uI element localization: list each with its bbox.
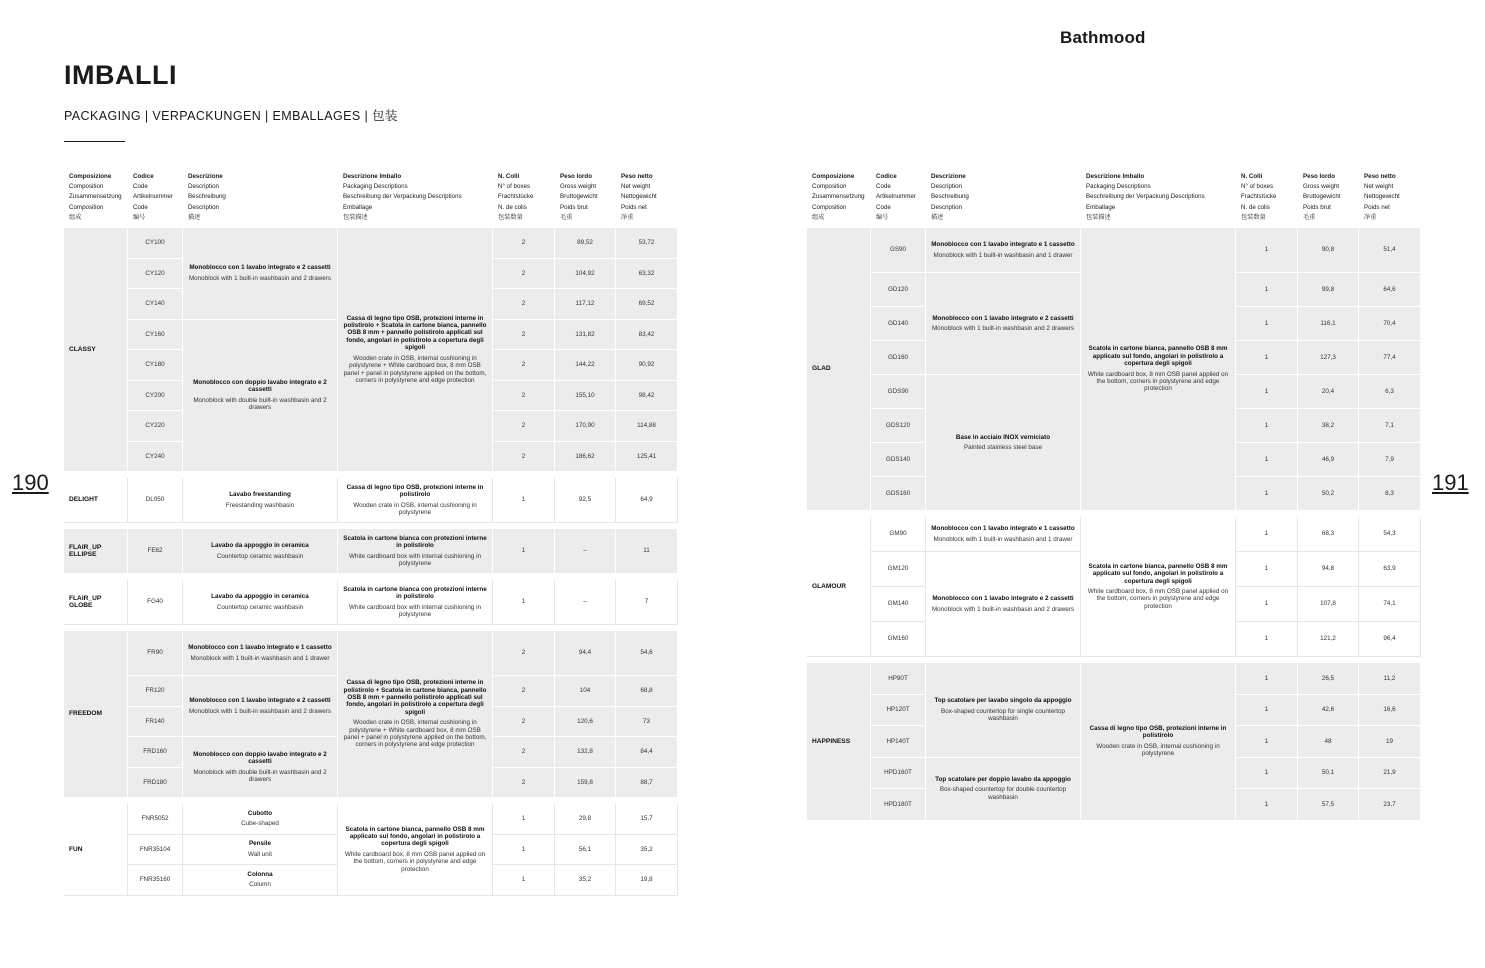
net-cell: 15,7 — [616, 804, 678, 835]
header-net-weight: Peso netto Net weight Nettogewicht Poids net 净重 — [621, 173, 657, 221]
description-cell: Top scatolare per doppio lavabo da appoggio Box-shaped countertop for double countertop washbasin — [926, 758, 1081, 821]
code-cell: FNR35160 — [128, 865, 183, 896]
net-cell: 7,1 — [1359, 409, 1421, 443]
gross-cell: 170,90 — [555, 411, 616, 442]
description-cell: Monoblocco con doppio lavabo integrato e 2 cassetti Monoblock with double built-in washbasin and 2 drawers — [183, 737, 338, 798]
gross-cell: 132,8 — [555, 737, 616, 768]
code-cell: GD140 — [871, 307, 926, 341]
description-cell: Pensile Wall unit — [183, 835, 338, 866]
net-cell: 19,8 — [616, 865, 678, 896]
code-cell: FE62 — [128, 529, 183, 574]
boxes-cell: 1 — [1236, 587, 1298, 622]
code-cell: FRD180 — [128, 768, 183, 799]
net-cell: 11 — [616, 529, 678, 574]
net-cell: 7 — [616, 580, 678, 625]
gross-cell: 120,6 — [555, 707, 616, 738]
boxes-cell: 1 — [493, 835, 555, 866]
boxes-cell: 1 — [1236, 307, 1298, 341]
net-cell: 63,9 — [1359, 552, 1421, 587]
net-cell: 88,7 — [616, 768, 678, 799]
boxes-cell: 2 — [493, 228, 555, 259]
boxes-cell: 1 — [493, 478, 555, 523]
header-net-weight: Peso netto Net weight Nettogewicht Poids net 净重 — [1364, 173, 1400, 221]
gross-cell: 48 — [1298, 726, 1359, 758]
code-cell: GM160 — [871, 622, 926, 657]
code-cell: HP120T — [871, 695, 926, 727]
code-cell: FR140 — [128, 707, 183, 738]
net-cell: 84,4 — [616, 737, 678, 768]
family-name: FUN — [64, 804, 128, 896]
family-name: FREEDOM — [64, 631, 128, 798]
description-cell: Colonna Column — [183, 865, 338, 896]
family-name: FLAIR_UP GLOBE — [64, 580, 128, 625]
header-gross-weight: Peso lordo Gross weight Bruttogewicht Poids brut 毛重 — [1303, 173, 1341, 221]
gross-cell: 92,5 — [555, 478, 616, 523]
table-row — [64, 478, 678, 523]
table-row — [807, 663, 1421, 695]
gross-cell: 104,92 — [555, 259, 616, 290]
code-cell: GM90 — [871, 517, 926, 552]
code-cell: GDS90 — [871, 375, 926, 409]
description-cell: Monoblocco con 1 lavabo integrato e 1 cassetto Monoblock with 1 built-in washbasin and 1 drawer — [183, 631, 338, 676]
net-cell: 98,42 — [616, 381, 678, 412]
packaging-cell: Cassa di legno tipo OSB, protezioni interne in polistirolo Wooden crate in OSB, internal cushioning in polystyrene — [1081, 663, 1236, 821]
boxes-cell: 1 — [1236, 517, 1298, 552]
table-header — [807, 172, 1421, 228]
code-cell: CY140 — [128, 289, 183, 320]
boxes-cell: 2 — [493, 350, 555, 381]
boxes-cell: 2 — [493, 768, 555, 799]
code-cell: GDS140 — [871, 443, 926, 477]
gross-cell: 94,4 — [555, 631, 616, 676]
description-cell: Lavabo da appoggio in ceramica Countertop ceramic washbasin — [183, 580, 338, 625]
gross-cell: 186,62 — [555, 442, 616, 473]
boxes-cell: 1 — [1236, 663, 1298, 695]
gross-cell: 29,8 — [555, 804, 616, 835]
packaging-table-left — [64, 172, 678, 896]
net-cell: 83,42 — [616, 320, 678, 351]
gross-cell: 89,52 — [555, 228, 616, 259]
gross-cell: 50,2 — [1298, 477, 1359, 511]
net-cell: 63,32 — [616, 259, 678, 290]
code-cell: GDS120 — [871, 409, 926, 443]
description-cell: Top scatolare per lavabo singolo da appoggio Box-shaped countertop for single countertop washbasin — [926, 663, 1081, 758]
code-cell: GM120 — [871, 552, 926, 587]
code-cell: FR120 — [128, 676, 183, 707]
gross-cell: 131,82 — [555, 320, 616, 351]
header-packaging: Descrizione Imballo Packaging Descriptions Beschreibung der Verpackung Descriptions Emballage 包装描述 — [343, 173, 462, 221]
boxes-cell: 1 — [1236, 375, 1298, 409]
gross-cell: 144,22 — [555, 350, 616, 381]
boxes-cell: 1 — [1236, 726, 1298, 758]
header-composition: Composizione Composition Zusammensetzung Composition 组成 — [69, 173, 122, 221]
gross-cell: 38,2 — [1298, 409, 1359, 443]
net-cell: 64,6 — [1359, 273, 1421, 307]
description-cell: Monoblocco con 1 lavabo integrato e 2 cassetti Monoblock with 1 built-in washbasin and 2 drawers — [183, 676, 338, 737]
gross-cell: 117,12 — [555, 289, 616, 320]
boxes-cell: 2 — [493, 442, 555, 473]
net-cell: 77,4 — [1359, 341, 1421, 375]
table-header — [64, 172, 678, 228]
packaging-cell: Scatola in cartone bianca, pannello OSB 8 mm applicato sul fondo, angolari in polistirolo a copertura degli spigoli White cardboard box, 8 mm OSB panel applied on the bottom, corners in polystyrene and edge protection — [1081, 228, 1236, 511]
gross-cell: 159,8 — [555, 768, 616, 799]
boxes-cell: 1 — [1236, 622, 1298, 657]
boxes-cell: 2 — [493, 707, 555, 738]
boxes-cell: 1 — [1236, 477, 1298, 511]
description-cell: Monoblocco con 1 lavabo integrato e 1 cassetto Monoblock with 1 built-in washbasin and 1 drawer — [926, 517, 1081, 552]
boxes-cell: 1 — [1236, 552, 1298, 587]
code-cell: CY120 — [128, 259, 183, 290]
code-cell: CY220 — [128, 411, 183, 442]
gross-cell: 46,9 — [1298, 443, 1359, 477]
code-cell: CY240 — [128, 442, 183, 473]
boxes-cell: 1 — [1236, 695, 1298, 727]
header-code: Codice Code Artikelnummer Code 编号 — [876, 173, 916, 221]
net-cell: 73 — [616, 707, 678, 738]
code-cell: GD120 — [871, 273, 926, 307]
packaging-cell: Scatola in cartone bianca con protezioni interne in polistirolo White cardboard box with internal cushioning in polystyrene — [338, 529, 493, 574]
net-cell: 6,3 — [1359, 375, 1421, 409]
gross-cell: 94,8 — [1298, 552, 1359, 587]
description-cell: Cubotto Cube-shaped — [183, 804, 338, 835]
gross-cell: 26,5 — [1298, 663, 1359, 695]
net-cell: 69,52 — [616, 289, 678, 320]
code-cell: FRD160 — [128, 737, 183, 768]
code-cell: GDS160 — [871, 477, 926, 511]
header-code: Codice Code Artikelnummer Code 编号 — [133, 173, 173, 221]
header-boxes: N. Colli N° of boxes Frachtstücke N. de colis 包装数量 — [498, 173, 534, 221]
table-row — [807, 228, 1421, 273]
description-cell: Monoblocco con doppio lavabo integrato e 2 cassetti Monoblock with double built-in washbasin and 2 drawers — [183, 320, 338, 473]
boxes-cell: 2 — [493, 259, 555, 290]
packaging-cell: Cassa di legno tipo OSB, protezioni interne in polistirolo + Scatola in cartone bianca, pannello OSB 8 mm + pannello polistirolo applicati sul fondo, angolari in polistirolo a copertura degli spigoli Wooden crate in OSB, internal cushioning in polystyrene + White cardboard box, 8 mm OSB panel + panel in polystyrene applied on the bottom, corners in polystyrene and edge protection — [338, 631, 493, 798]
gross-cell: 20,4 — [1298, 375, 1359, 409]
code-cell: HPD160T — [871, 758, 926, 790]
code-cell: GM140 — [871, 587, 926, 622]
code-cell: DL050 — [128, 478, 183, 523]
boxes-cell: 1 — [1236, 341, 1298, 375]
packaging-cell: Scatola in cartone bianca, pannello OSB 8 mm applicato sul fondo, angolari in polistirolo a copertura degli spigoli White cardboard box, 8 mm OSB panel applied on the bottom, corners in polystyrene and edge protection — [338, 804, 493, 896]
table-row — [64, 804, 678, 835]
packaging-table-right — [807, 172, 1421, 821]
page-title: IMBALLI — [64, 60, 177, 90]
family-name: CLASSY — [64, 228, 128, 472]
header-description: Descrizione Description Beschreibung Description 描述 — [931, 173, 969, 221]
header-description: Descrizione Description Beschreibung Description 描述 — [188, 173, 226, 221]
net-cell: 35,2 — [616, 835, 678, 866]
net-cell: 21,9 — [1359, 758, 1421, 790]
family-name: HAPPINESS — [807, 663, 871, 821]
boxes-cell: 1 — [493, 529, 555, 574]
net-cell: 90,92 — [616, 350, 678, 381]
gross-cell: 116,1 — [1298, 307, 1359, 341]
net-cell: 11,2 — [1359, 663, 1421, 695]
description-cell: Lavabo da appoggio in ceramica Countertop ceramic washbasin — [183, 529, 338, 574]
code-cell: FNR5052 — [128, 804, 183, 835]
boxes-cell: 1 — [1236, 273, 1298, 307]
description-cell: Monoblocco con 1 lavabo integrato e 2 cassetti Monoblock with 1 built-in washbasin and 2 drawers — [926, 273, 1081, 375]
boxes-cell: 2 — [493, 411, 555, 442]
title-divider — [64, 141, 125, 142]
net-cell: 68,8 — [616, 676, 678, 707]
boxes-cell: 1 — [1236, 789, 1298, 821]
family-name: DELIGHT — [64, 478, 128, 523]
brand-logo: Bathmood — [1060, 28, 1146, 47]
table-row — [807, 517, 1421, 552]
boxes-cell: 2 — [493, 289, 555, 320]
table-row — [64, 631, 678, 676]
gross-cell: 99,8 — [1298, 273, 1359, 307]
gross-cell: 35,2 — [555, 865, 616, 896]
code-cell: GS90 — [871, 228, 926, 273]
table-row — [64, 580, 678, 625]
net-cell: 19 — [1359, 726, 1421, 758]
net-cell: 23,7 — [1359, 789, 1421, 821]
boxes-cell: 2 — [493, 320, 555, 351]
code-cell: CY180 — [128, 350, 183, 381]
boxes-cell: 2 — [493, 676, 555, 707]
packaging-cell: Cassa di legno tipo OSB, protezioni interne in polistirolo Wooden crate in OSB, internal cushioning in polystyrene — [338, 478, 493, 523]
description-cell: Monoblocco con 1 lavabo integrato e 1 cassetto Monoblock with 1 built-in washbasin and 1 drawer — [926, 228, 1081, 273]
gross-cell: 50,1 — [1298, 758, 1359, 790]
net-cell: 53,72 — [616, 228, 678, 259]
net-cell: 64,9 — [616, 478, 678, 523]
family-name: GLAD — [807, 228, 871, 511]
code-cell: FG40 — [128, 580, 183, 625]
boxes-cell: 1 — [493, 580, 555, 625]
gross-cell: 68,3 — [1298, 517, 1359, 552]
gross-cell: 127,3 — [1298, 341, 1359, 375]
net-cell: 96,4 — [1359, 622, 1421, 657]
gross-cell: 56,1 — [555, 835, 616, 866]
boxes-cell: 1 — [1236, 409, 1298, 443]
table-row — [64, 228, 678, 259]
boxes-cell: 1 — [1236, 228, 1298, 273]
packaging-cell: Scatola in cartone bianca con protezioni interne in polistirolo White cardboard box with internal cushioning in polystyrene — [338, 580, 493, 625]
table-row — [64, 529, 678, 574]
header-boxes: N. Colli N° of boxes Frachtstücke N. de colis 包装数量 — [1241, 173, 1277, 221]
boxes-cell: 2 — [493, 381, 555, 412]
page-number-right: 191 — [1432, 470, 1469, 495]
code-cell: FNR35104 — [128, 835, 183, 866]
net-cell: 74,1 — [1359, 587, 1421, 622]
boxes-cell: 1 — [493, 804, 555, 835]
gross-cell: 121,2 — [1298, 622, 1359, 657]
description-cell: Monoblocco con 1 lavabo integrato e 2 cassetti Monoblock with 1 built-in washbasin and 2 drawers — [183, 228, 338, 320]
net-cell: 54,6 — [616, 631, 678, 676]
gross-cell: – — [555, 529, 616, 574]
gross-cell: 155,10 — [555, 381, 616, 412]
page-subtitle: PACKAGING | VERPACKUNGEN | EMBALLAGES | 包装 — [64, 109, 398, 123]
code-cell: GD160 — [871, 341, 926, 375]
net-cell: 16,6 — [1359, 695, 1421, 727]
code-cell: CY200 — [128, 381, 183, 412]
boxes-cell: 1 — [1236, 443, 1298, 477]
description-cell: Lavabo freestanding Freestanding washbasin — [183, 478, 338, 523]
net-cell: 8,3 — [1359, 477, 1421, 511]
code-cell: HP140T — [871, 726, 926, 758]
header-packaging: Descrizione Imballo Packaging Descriptions Beschreibung der Verpackung Descriptions Emballage 包装描述 — [1086, 173, 1205, 221]
code-cell: HPD180T — [871, 789, 926, 821]
gross-cell: 42,6 — [1298, 695, 1359, 727]
gross-cell: 104 — [555, 676, 616, 707]
gross-cell: 90,8 — [1298, 228, 1359, 273]
family-name: FLAIR_UP ELLIPSE — [64, 529, 128, 574]
gross-cell: 57,5 — [1298, 789, 1359, 821]
gross-cell: – — [555, 580, 616, 625]
boxes-cell: 1 — [493, 865, 555, 896]
gross-cell: 107,8 — [1298, 587, 1359, 622]
code-cell: CY160 — [128, 320, 183, 351]
net-cell: 114,88 — [616, 411, 678, 442]
code-cell: FR90 — [128, 631, 183, 676]
net-cell: 51,4 — [1359, 228, 1421, 273]
net-cell: 7,9 — [1359, 443, 1421, 477]
description-cell: Monoblocco con 1 lavabo integrato e 2 cassetti Monoblock with 1 built-in washbasin and 2 drawers — [926, 552, 1081, 657]
packaging-cell: Scatola in cartone bianca, pannello OSB 8 mm applicato sul fondo, angolari in polistirolo a copertura degli spigoli White cardboard box, 8 mm OSB panel applied on the bottom, corners in polystyrene and edge protection — [1081, 517, 1236, 657]
boxes-cell: 2 — [493, 737, 555, 768]
boxes-cell: 2 — [493, 631, 555, 676]
page-number-left: 190 — [12, 470, 49, 495]
net-cell: 54,3 — [1359, 517, 1421, 552]
code-cell: CY100 — [128, 228, 183, 259]
code-cell: HP90T — [871, 663, 926, 695]
packaging-cell: Cassa di legno tipo OSB, protezioni interne in polistirolo + Scatola in cartone bianca, pannello OSB 8 mm + pannello polistirolo applicati sul fondo, angolari in polistirolo a copertura degli spigoli Wooden crate in OSB, internal cushioning in polystyrene + White cardboard box, 8 mm OSB panel + panel in polystyrene applied on the bottom, corners in polystyrene and edge protection — [338, 228, 493, 472]
net-cell: 125,41 — [616, 442, 678, 473]
boxes-cell: 1 — [1236, 758, 1298, 790]
net-cell: 70,4 — [1359, 307, 1421, 341]
header-gross-weight: Peso lordo Gross weight Bruttogewicht Poids brut 毛重 — [560, 173, 598, 221]
family-name: GLAMOUR — [807, 517, 871, 657]
header-composition: Composizione Composition Zusammensetzung Composition 组成 — [812, 173, 865, 221]
description-cell: Base in acciaio INOX verniciato Painted stainless steel base — [926, 375, 1081, 511]
